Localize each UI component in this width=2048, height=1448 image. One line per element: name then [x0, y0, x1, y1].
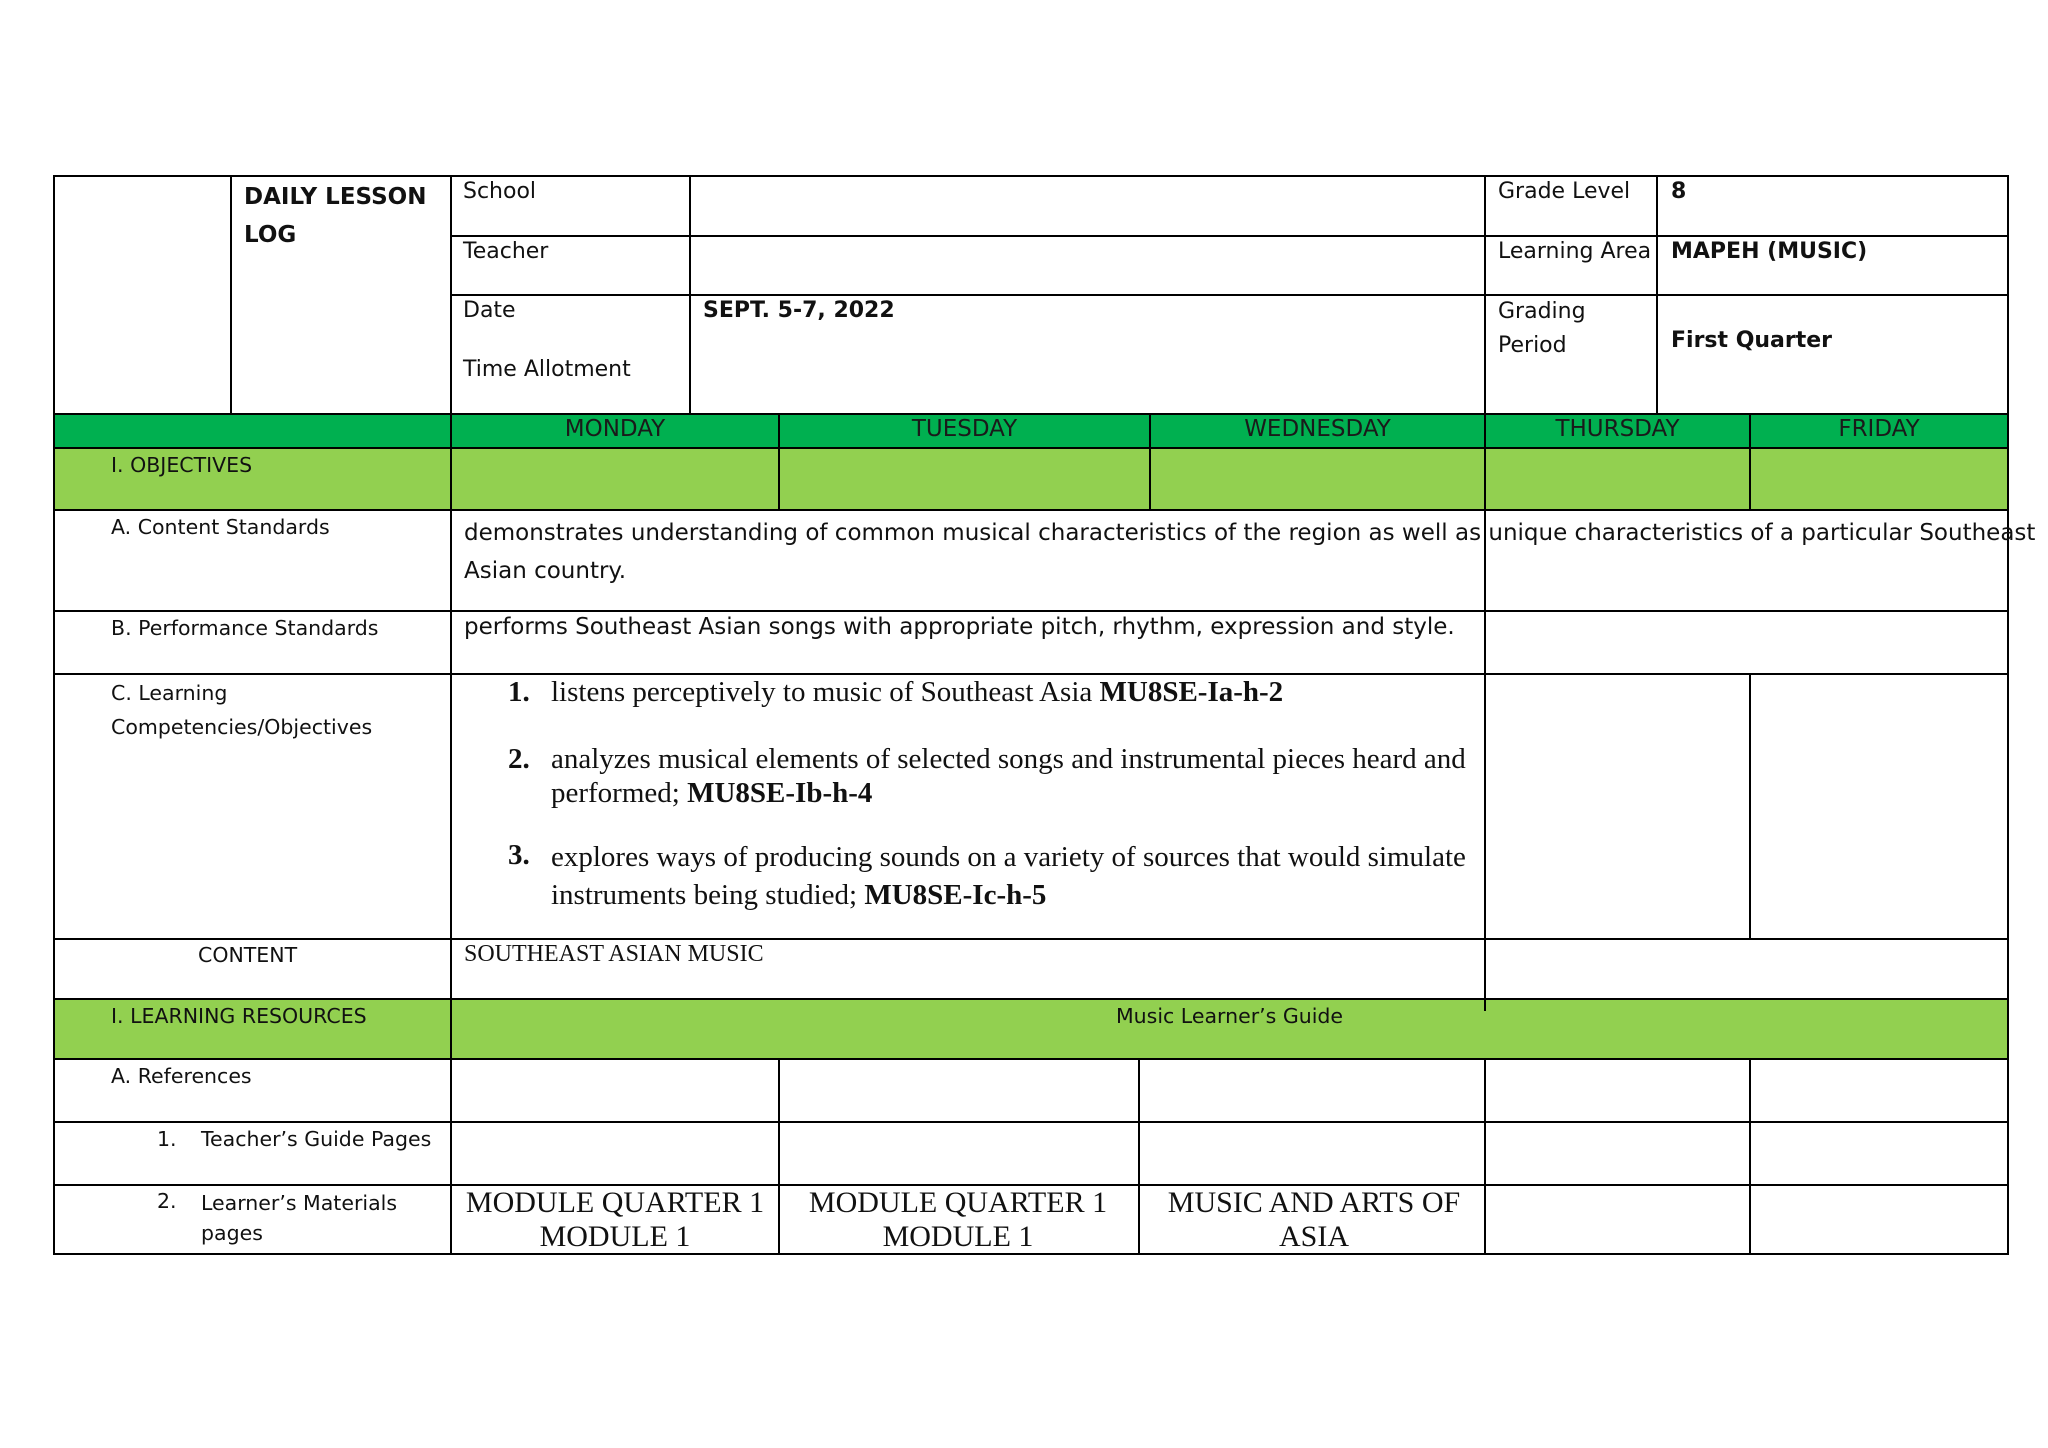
- content-label: CONTENT: [198, 943, 298, 967]
- grid-line: [53, 447, 2009, 449]
- grading-label-line1: Grading: [1498, 299, 1586, 324]
- lm-tuesday: MODULE QUARTER 1 MODULE 1: [808, 1186, 1108, 1253]
- date-value: SEPT. 5-7, 2022: [703, 298, 895, 323]
- doc-title-line1: DAILY LESSON: [244, 184, 427, 210]
- grid-line: [450, 294, 2009, 296]
- grid-line: [2007, 175, 2009, 1255]
- performance-standards-text: performs Southeast Asian songs with appropriate pitch, rhythm, expression and style.: [464, 614, 1455, 640]
- grid-line: [778, 1058, 780, 1255]
- lm-monday: MODULE QUARTER 1 MODULE 1: [465, 1186, 765, 1253]
- content-standards-line2: Asian country.: [464, 558, 627, 584]
- day-header-friday: FRIDAY: [1838, 416, 1920, 442]
- content-standards-line1: demonstrates understanding of common musical characteristics of the region as well as unique characteristics of a particular Southeast: [464, 520, 2036, 546]
- grid-line: [53, 1058, 2009, 1060]
- competencies-label: [111, 676, 372, 744]
- competency-item: [500, 742, 1480, 814]
- competency-number: 1.: [508, 676, 530, 708]
- doc-title: [244, 178, 426, 254]
- grid-line: [53, 938, 2009, 940]
- grading-period-label: [1498, 295, 1586, 363]
- teacher-label: Teacher: [463, 239, 549, 264]
- competency-number: 2.: [508, 743, 530, 775]
- day-header-wednesday: WEDNESDAY: [1244, 416, 1391, 442]
- competency-description: explores ways of producing sounds on a variety of sources that would simulate instruments being studied;: [551, 841, 1466, 911]
- day-header-monday: MONDAY: [564, 416, 666, 442]
- objectives-label: I. OBJECTIVES: [111, 453, 253, 477]
- grid-line: [1484, 1058, 1486, 1255]
- grid-line: [1749, 673, 1751, 939]
- grid-line: [53, 175, 2009, 177]
- grid-line: [450, 175, 452, 1255]
- competency-code: MU8SE-Ib-h-4: [687, 777, 873, 809]
- competencies-label-line2: Competencies/Objectives: [111, 715, 373, 739]
- competency-description: analyzes musical elements of selected songs and instrumental pieces heard and performed;: [551, 743, 1466, 809]
- time-allotment-label: Time Allotment: [463, 357, 631, 382]
- teachers-guide-number: 1.: [157, 1127, 177, 1151]
- grading-label-line2: Period: [1498, 333, 1567, 358]
- grid-line: [689, 175, 691, 414]
- lm-wednesday: MUSIC AND ARTS OF ASIA: [1167, 1186, 1461, 1253]
- grid-line: [53, 175, 55, 1255]
- competency-text: [551, 675, 1480, 709]
- grid-line: [450, 235, 2009, 237]
- learners-materials-label-line1: Learner’s Materials: [201, 1191, 398, 1215]
- objectives-band: [54, 448, 2008, 510]
- teachers-guide-label: Teacher’s Guide Pages: [201, 1127, 432, 1151]
- grade-level-value: 8: [1671, 179, 1687, 204]
- content-standards-label: A. Content Standards: [111, 515, 330, 539]
- performance-standards-label: B. Performance Standards: [111, 616, 379, 640]
- grid-line: [53, 998, 2009, 1000]
- school-label: School: [463, 179, 537, 204]
- doc-title-line2: LOG: [244, 222, 297, 248]
- grid-line: [1484, 175, 1486, 1011]
- date-label: Date: [463, 298, 516, 323]
- learners-materials-label-line2: pages: [201, 1221, 263, 1245]
- content-value: SOUTHEAST ASIAN MUSIC: [464, 941, 764, 967]
- competencies-label-line1: C. Learning: [111, 681, 228, 705]
- grid-line: [53, 610, 2009, 612]
- grid-line: [1749, 1058, 1751, 1255]
- competency-text: [551, 838, 1480, 914]
- grid-line: [53, 1121, 2009, 1123]
- competency-description: listens perceptively to music of Southeast Asia: [551, 676, 1100, 708]
- references-label: A. References: [111, 1064, 252, 1088]
- grid-line: [1138, 1058, 1140, 1255]
- grid-line: [53, 509, 2009, 511]
- learning-resources-value: Music Learner’s Guide: [1115, 1004, 1344, 1028]
- day-header-thursday: THURSDAY: [1555, 416, 1680, 442]
- day-header-tuesday: TUESDAY: [911, 416, 1018, 442]
- grid-line: [53, 413, 2009, 415]
- grade-level-label: Grade Level: [1498, 179, 1631, 204]
- competency-item: [500, 838, 1480, 914]
- learning-area-value: MAPEH (MUSIC): [1671, 239, 1868, 264]
- content-standards-text: [464, 514, 2035, 590]
- learners-materials-label: [201, 1188, 397, 1248]
- competency-number: 3.: [508, 839, 530, 871]
- grid-line: [230, 175, 232, 414]
- grid-line: [1656, 175, 1658, 414]
- learning-resources-label: I. LEARNING RESOURCES: [111, 1004, 367, 1028]
- grading-period-value: First Quarter: [1671, 328, 1833, 353]
- competency-code: MU8SE-Ia-h-2: [1099, 676, 1284, 708]
- competency-item: [500, 675, 1480, 715]
- competency-code: MU8SE-Ic-h-5: [864, 879, 1047, 911]
- competency-text: [551, 742, 1480, 810]
- learners-materials-number: 2.: [157, 1189, 177, 1213]
- learning-area-label: Learning Area: [1498, 239, 1652, 264]
